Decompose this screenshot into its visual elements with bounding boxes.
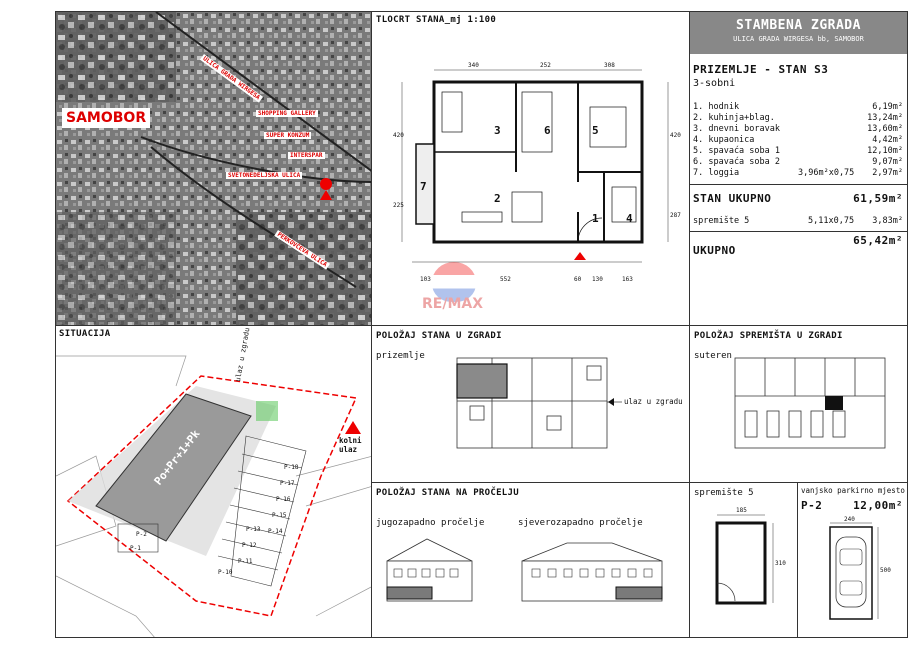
position-in-building-panel <box>371 325 690 483</box>
street-label-svetonedeljska: SVETONEDELJSKA ULICA <box>228 172 301 179</box>
info-panel <box>689 11 908 326</box>
room-area-6: 9,07m² <box>872 157 903 167</box>
building-label: Po+Pr+1+Pk <box>151 427 203 488</box>
street-label-wirgesa: ULICA GRADA WIRGESA <box>201 55 262 102</box>
storage-area: 3,83m² <box>872 216 903 226</box>
remax-watermark <box>416 262 496 318</box>
dim-right-2: 287 <box>670 212 681 219</box>
shop-label-konzum: SUPER KONZUM <box>266 132 310 139</box>
street-label-perkovceva: PERKOVČEVA ULICA <box>275 231 329 269</box>
grand-total-area: 65,42m² <box>853 234 903 247</box>
site-plan-drawing <box>56 326 372 638</box>
storage-plan-title: spremište 5 <box>694 488 754 498</box>
facade-panel <box>371 482 690 638</box>
apartment-type: 3-sobni <box>693 78 736 89</box>
dim-top-2: 252 <box>540 62 551 69</box>
room-name-6: 6. spavaća soba 2 <box>693 157 780 167</box>
dim-bottom-5: 163 <box>622 276 633 283</box>
room-name-5: 5. spavaća soba 1 <box>693 146 780 156</box>
dim-top-3: 308 <box>604 62 615 69</box>
dim-top-1: 340 <box>468 62 479 69</box>
storage-position-panel <box>689 325 908 483</box>
divider-2 <box>690 231 907 232</box>
watermark-text: RE/MAX <box>422 296 484 312</box>
dim-left-2: 225 <box>393 202 404 209</box>
parking-p10: P-10 <box>218 569 233 576</box>
parking-panel <box>797 482 908 638</box>
situacija-panel <box>55 325 372 638</box>
parking-p12: P-12 <box>242 542 257 549</box>
parking-height: 500 <box>880 567 891 574</box>
grand-total-label: UKUPNO <box>693 244 736 257</box>
parking-spot-drawing <box>798 483 908 638</box>
shop-label-interspar: INTERSPAR <box>290 152 323 159</box>
site-entry-label: ulaz u zgradu <box>234 327 252 383</box>
room-name-3: 3. dnevni boravak <box>693 124 780 134</box>
storage-position-floor: suteren <box>694 351 732 361</box>
floor-title: PRIZEMLJE - STAN S3 <box>693 63 829 76</box>
parking-area: 12,00m² <box>853 499 903 512</box>
dim-bottom-2: 552 <box>500 276 511 283</box>
floorplan-title: TLOCRT STANA_mj 1:100 <box>376 15 497 25</box>
dim-left-1: 420 <box>393 132 404 139</box>
position-building-floor: prizemlje <box>376 351 425 361</box>
room-num-7: 7 <box>420 180 427 193</box>
facade-left-label: jugozapadno pročelje <box>376 518 485 528</box>
room-num-3: 3 <box>494 124 501 137</box>
room-name-4: 4. kupaonica <box>693 135 755 145</box>
parking-code: P-2 <box>801 499 823 512</box>
storage-extra: 5,11x0,75 <box>808 216 855 226</box>
facade-drawings <box>372 483 690 638</box>
facade-right-label: sjeverozapadno pročelje <box>518 518 643 528</box>
room-name-1: 1. hodnik <box>693 102 740 112</box>
room-num-2: 2 <box>494 192 501 205</box>
aerial-map-graphic <box>56 12 372 326</box>
room-extra-7: 3,96m²x0,75 <box>798 168 855 178</box>
dim-bottom-4: 130 <box>592 276 603 283</box>
room-num-6: 6 <box>544 124 551 137</box>
parking-title: vanjsko parkirno mjesto <box>801 486 905 495</box>
room-area-1: 6,19m² <box>872 102 903 112</box>
basement-plan <box>690 326 908 483</box>
total-label: STAN UKUPNO <box>693 192 772 205</box>
parking-p11: P-11 <box>238 558 253 565</box>
room-num-1: 1 <box>592 212 599 225</box>
room-area-7: 2,97m² <box>872 168 903 178</box>
position-building-title: POLOŽAJ STANA U ZGRADI <box>376 331 502 341</box>
room-area-5: 12,10m² <box>867 146 903 156</box>
situacija-title: SITUACIJA <box>59 329 111 339</box>
dim-bottom-3: 60 <box>574 276 582 283</box>
storage-plan-height: 310 <box>775 560 786 567</box>
shop-label-gallery: SHOPPING GALLERY <box>258 110 316 117</box>
parking-p15: P-15 <box>272 512 287 519</box>
parking-width: 240 <box>844 516 855 523</box>
room-name-2: 2. kuhinja+blag. <box>693 113 775 123</box>
car-entry-label: kolni ulaz <box>339 436 362 454</box>
dim-bottom-1: 103 <box>420 276 431 283</box>
room-area-2: 13,24m² <box>867 113 903 123</box>
storage-plan-panel <box>689 482 798 638</box>
storage-position-title: POLOŽAJ SPREMIŠTA U ZGRADI <box>694 331 843 341</box>
parking-p13: P-13 <box>246 526 261 533</box>
room-area-3: 13,60m² <box>867 124 903 134</box>
storage-plan-width: 185 <box>736 507 747 514</box>
header-box <box>690 12 907 54</box>
facade-title: POLOŽAJ STANA NA PROČELJU <box>376 488 519 498</box>
building-title: STAMBENA ZGRADA <box>736 18 861 33</box>
room-num-5: 5 <box>592 124 599 137</box>
parking-p18: P-18 <box>284 464 299 471</box>
position-building-entry: ulaz u zgradu <box>624 397 683 406</box>
dim-right-1: 420 <box>670 132 681 139</box>
city-label: SAMOBOR <box>62 108 150 128</box>
room-num-4: 4 <box>626 212 633 225</box>
parking-p2: P-2 <box>136 531 147 538</box>
parking-p17: P-17 <box>280 480 295 487</box>
parking-p14: P-14 <box>268 528 283 535</box>
total-area: 61,59m² <box>853 192 903 205</box>
room-area-4: 4,42m² <box>872 135 903 145</box>
storage-label: spremište 5 <box>693 216 750 226</box>
parking-p1: P-1 <box>130 545 141 552</box>
aerial-map <box>55 11 372 326</box>
room-name-7: 7. loggia <box>693 168 740 178</box>
parking-p16: P-16 <box>276 496 291 503</box>
divider-1 <box>690 184 907 185</box>
building-address: ULICA GRADA WIRGESA bb, SAMOBOR <box>733 35 864 43</box>
